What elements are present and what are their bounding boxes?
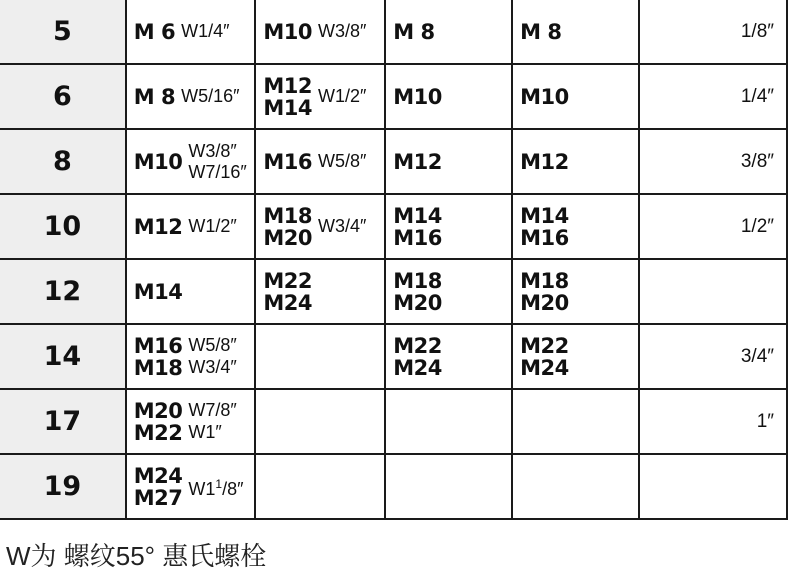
metric-size: M24	[393, 355, 442, 380]
bolt-cell	[385, 0, 512, 64]
whitworth-size: W1″	[188, 422, 222, 442]
bolt-cell	[126, 324, 256, 389]
metric-size: M24	[263, 290, 312, 315]
metric-size: M18	[520, 268, 569, 293]
bolt-cell	[512, 194, 639, 259]
metric-size: M10	[520, 84, 569, 109]
bolt-cell	[126, 259, 256, 324]
bolt-cell	[255, 324, 385, 389]
bolt-cell	[385, 64, 512, 129]
metric-size: M 8	[133, 84, 176, 109]
whitworth-size: W5/8″	[317, 151, 367, 171]
metric-size: M16	[393, 225, 442, 250]
table-row	[0, 324, 787, 389]
metric-size: M22	[263, 268, 312, 293]
metric-size: M20	[520, 290, 569, 315]
bolt-cell	[126, 0, 256, 64]
metric-size: M16	[520, 225, 569, 250]
bolt-cell	[255, 194, 385, 259]
metric-size: M12	[520, 149, 569, 174]
footnote: W为 螺纹55° 惠氏螺栓	[6, 541, 267, 571]
wrench-size-cell: 10	[0, 194, 126, 259]
metric-size: M 6	[133, 19, 176, 44]
pipe-thread-cell: 1/8″	[639, 0, 787, 64]
metric-size: M14	[393, 203, 442, 228]
pipe-thread-cell: 1/4″	[639, 64, 787, 129]
metric-size: M18	[393, 268, 442, 293]
bolt-cell	[126, 454, 256, 519]
wrench-size-cell: 5	[0, 0, 126, 64]
wrench-size-cell: 19	[0, 454, 126, 519]
metric-size: M24	[133, 463, 183, 488]
metric-size: M16	[133, 333, 183, 358]
bolt-cell	[126, 129, 256, 194]
bolt-cell	[255, 454, 385, 519]
whitworth-size: W3/4″	[188, 357, 237, 377]
metric-size: M14	[133, 279, 183, 304]
bolt-cell	[512, 389, 639, 454]
whitworth-size: W5/16″	[181, 86, 240, 106]
whitworth-size: $W1^1/8''$	[188, 476, 244, 499]
metric-size: M16	[263, 149, 312, 174]
bolt-cell	[512, 0, 639, 64]
metric-size: M27	[133, 485, 183, 510]
table-row	[0, 64, 787, 129]
pipe-thread-cell: 1/2″	[639, 194, 787, 259]
metric-size: M12	[263, 73, 312, 98]
wrench-size-cell: 12	[0, 259, 126, 324]
metric-size: M 8	[520, 19, 562, 44]
bolt-cell	[385, 324, 512, 389]
metric-size: M20	[393, 290, 442, 315]
bolt-cell	[385, 454, 512, 519]
bolt-cell	[126, 389, 256, 454]
bolt-cell	[512, 64, 639, 129]
wrench-size-cell: 6	[0, 64, 126, 129]
wrench-size-cell: 8	[0, 129, 126, 194]
metric-size: M22	[393, 333, 442, 358]
bolt-cell	[255, 129, 385, 194]
metric-size: M22	[520, 333, 569, 358]
pipe-thread-cell	[639, 454, 787, 519]
metric-size: M10	[393, 84, 442, 109]
bolt-cell	[255, 259, 385, 324]
table-row	[0, 454, 787, 519]
whitworth-size: W7/16″	[188, 161, 247, 182]
metric-size: M14	[520, 203, 569, 228]
metric-size: M10	[133, 149, 183, 174]
pipe-thread-cell: 3/4″	[639, 324, 787, 389]
whitworth-size: W1/2″	[188, 216, 237, 236]
pipe-thread-cell	[639, 259, 787, 324]
whitworth-size: W5/8″	[188, 335, 237, 355]
bolt-cell	[385, 259, 512, 324]
bolt-cell	[255, 389, 385, 454]
table-row	[0, 259, 787, 324]
bolt-cell	[385, 389, 512, 454]
whitworth-size: W1/2″	[317, 86, 367, 106]
metric-size: M 8	[393, 19, 435, 44]
metric-size: M12	[133, 214, 183, 239]
bolt-cell	[126, 194, 256, 259]
whitworth-size: W7/8″	[188, 400, 237, 420]
pipe-thread-cell: 1″	[639, 389, 787, 454]
metric-size: M22	[133, 420, 183, 445]
whitworth-size: W3/8″	[188, 140, 237, 161]
metric-size: M18	[263, 203, 312, 228]
table-row	[0, 0, 787, 64]
metric-size: M20	[133, 398, 183, 423]
whitworth-size: W3/8″	[317, 21, 367, 41]
whitworth-size: W1/4″	[181, 21, 230, 41]
table-row	[0, 194, 787, 259]
bolt-cell	[512, 129, 639, 194]
metric-size: M14	[263, 95, 312, 120]
metric-size: M20	[263, 225, 312, 250]
bolt-cell	[255, 0, 385, 64]
table-row	[0, 389, 787, 454]
bolt-cell	[512, 259, 639, 324]
metric-size: M12	[393, 149, 442, 174]
table-row	[0, 129, 787, 194]
metric-size: M10	[263, 19, 312, 44]
wrench-size-cell: 17	[0, 389, 126, 454]
whitworth-size: W3/4″	[317, 216, 367, 236]
pipe-thread-cell: 3/8″	[639, 129, 787, 194]
wrench-size-cell: 14	[0, 324, 126, 389]
metric-size: M18	[133, 355, 183, 380]
bolt-cell	[126, 64, 256, 129]
bolt-cell	[512, 324, 639, 389]
metric-size: M24	[520, 355, 569, 380]
bolt-cell	[385, 194, 512, 259]
bolt-cell	[255, 64, 385, 129]
bolt-cell	[512, 454, 639, 519]
bolt-cell	[385, 129, 512, 194]
